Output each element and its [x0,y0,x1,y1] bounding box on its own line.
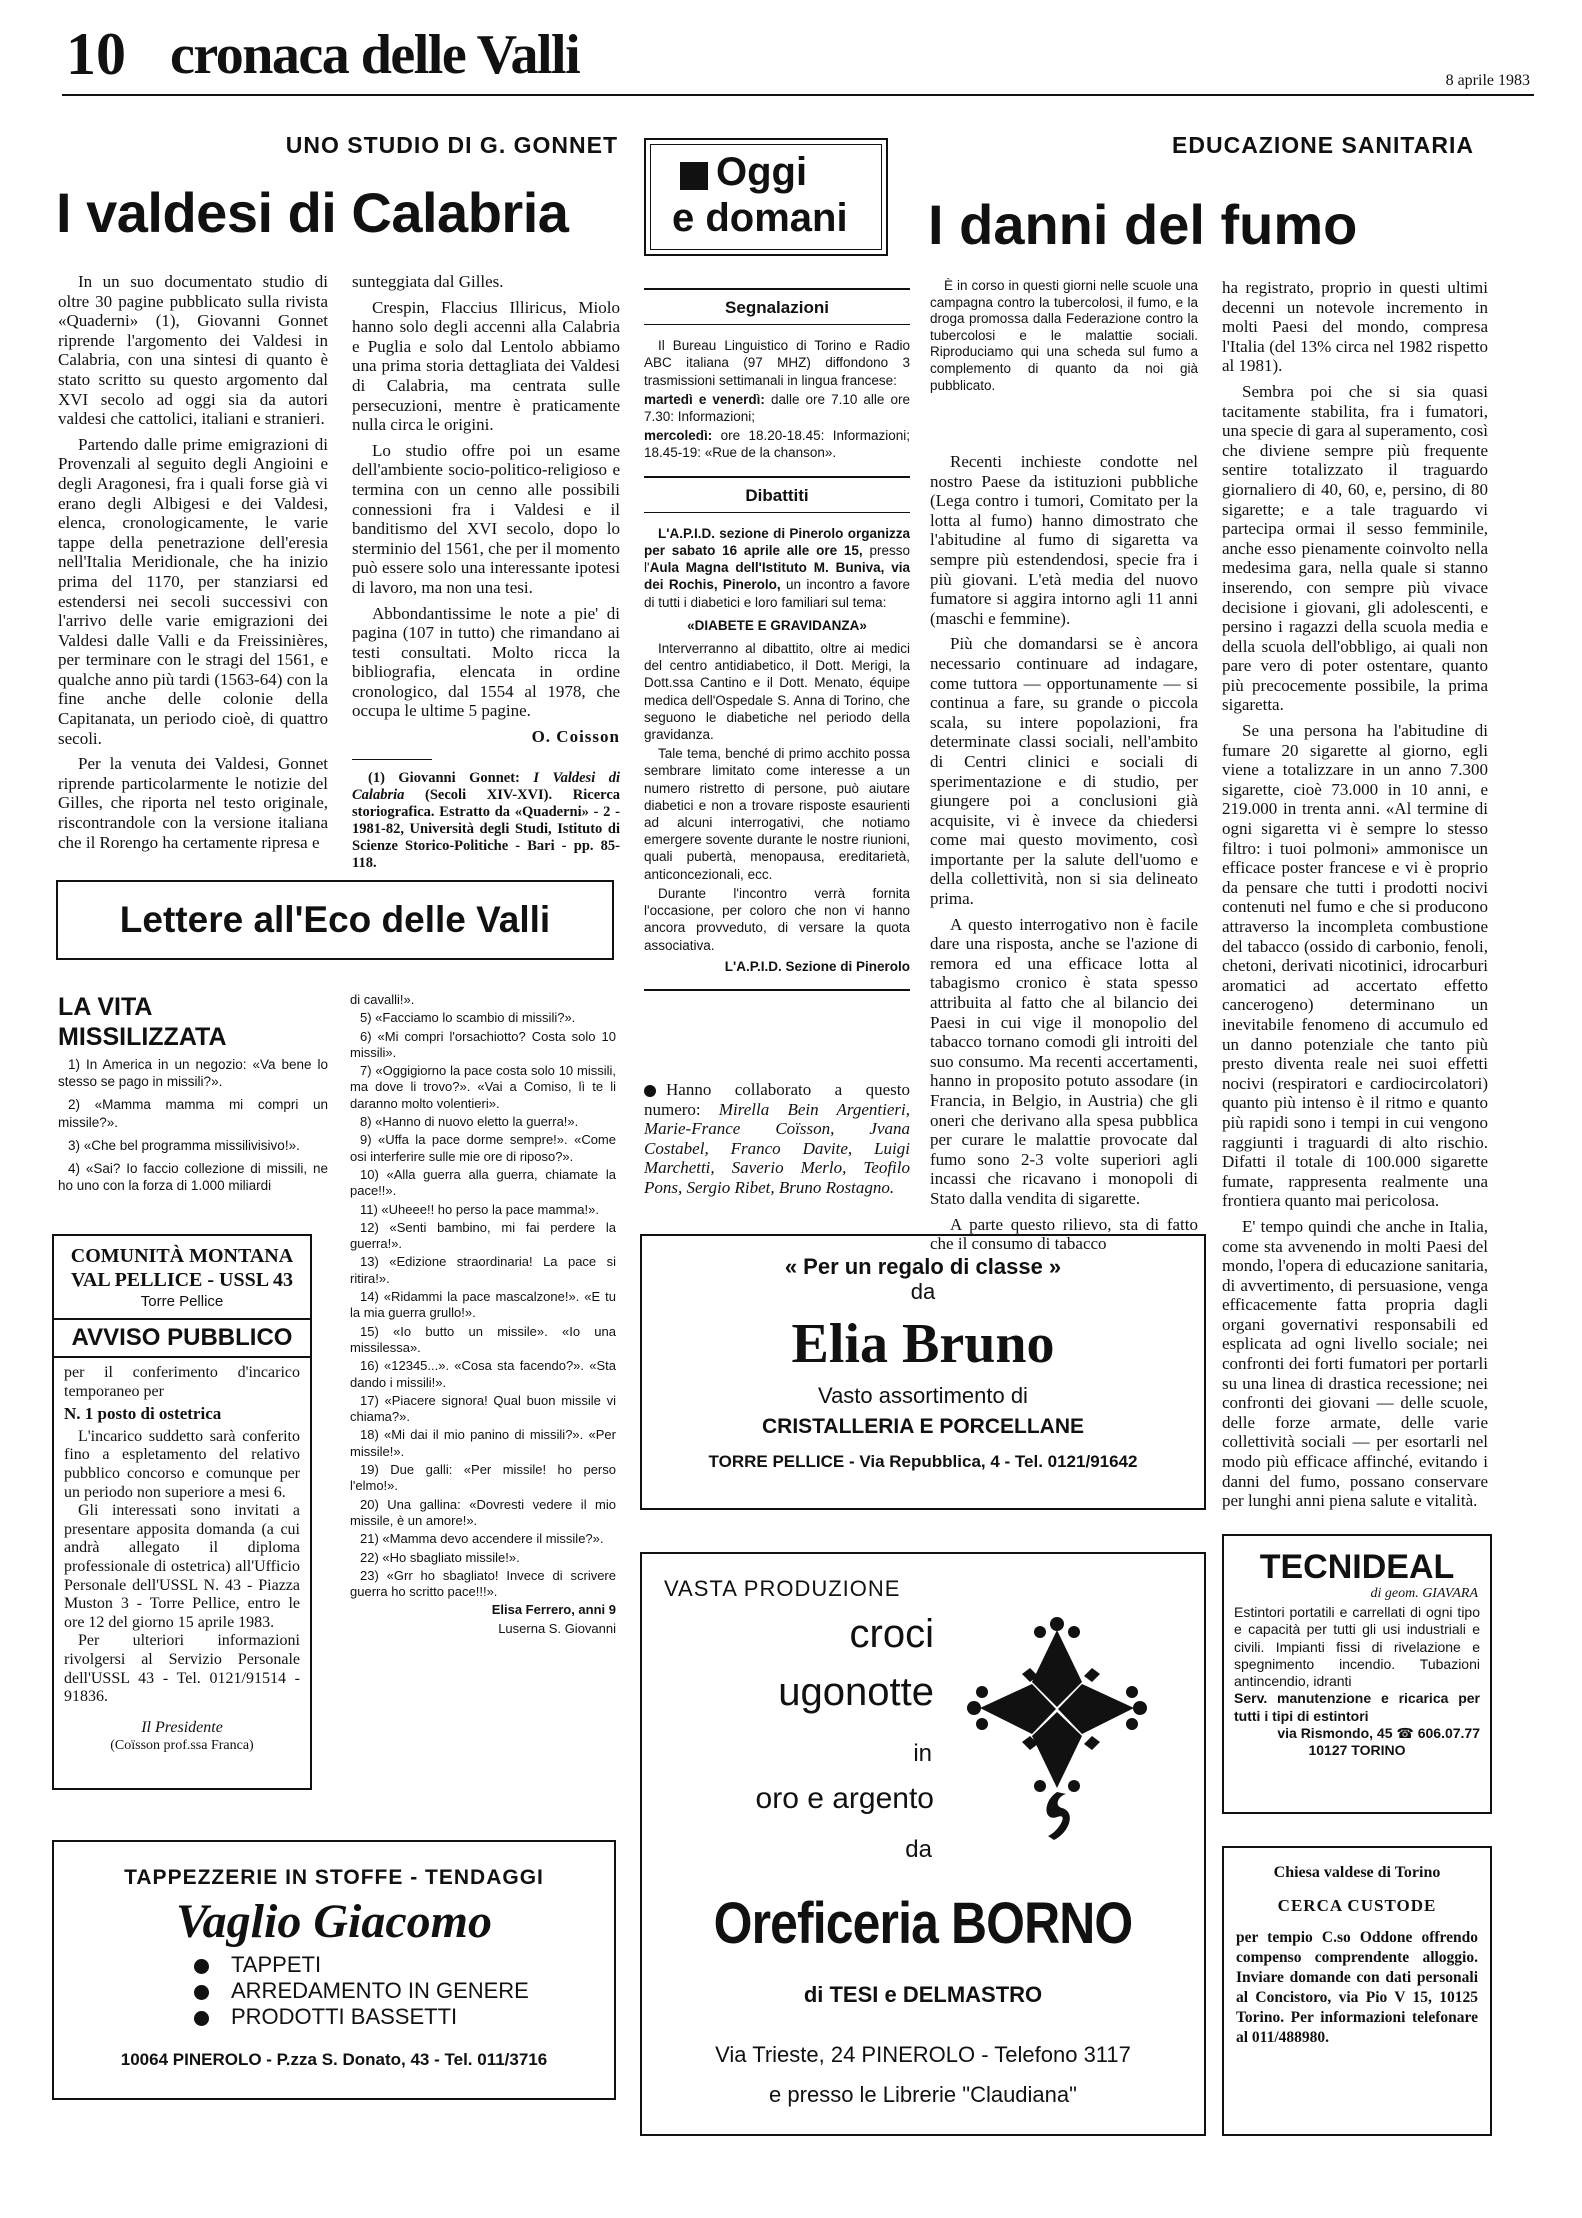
left-col1 [58,272,328,858]
borno-oro: oro e argento [755,1782,934,1815]
list-item: 8) «Hanno di nuovo eletto la guerra!». [360,1114,579,1130]
borno-in: in [913,1740,932,1767]
paragraph: A parte questo rilievo, sta di fatto che il consumo di tabacco [930,1214,1198,1254]
tecnideal-city: 10127 TORINO [1308,1742,1406,1759]
tecnideal-name: TECNIDEAL [1259,1548,1455,1586]
paragraph: Per la venuta dei Valdesi, Gonnet riprende particolarmente le notizie del Gilles, che riporta nel testo originale, riscontrandole con la versione italiana che il Rorengo ha certamente ripresa e [58,754,328,852]
paragraph: In un suo documentato studio di oltre 30 pagine pubblicato sulla rivista «Quaderni» (1), Giovanni Gonnet riprende l'argomento dei Valdesi in Calabria, con una sintesi di quanto è stato scritto su questo argomento dal XVI secolo ad oggi sia da autori valdesi che cattolici, italiani e stranieri. [58,272,328,429]
chiesa-line1: Chiesa valdese di Torino [1273,1864,1441,1881]
comunita-p3: Gli interessati sono invitati a presentare apposita domanda (a cui andrà allegato il diploma professionale di ostetrica) all'Ufficio Personale dell'USSL N. 43 - Piazza Muston 3 - Torre Pellice, entro le ore 12 del giorno 15 aprile 1983. [64,1502,300,1631]
list-item [194,1978,614,2004]
comunita-body [54,1364,310,1756]
bullet-icon [644,1085,656,1097]
tecnideal-body [1224,1602,1490,1762]
segnalazioni-heading: Segnalazioni [725,298,829,317]
dibattiti-heading: Dibattiti [745,485,809,505]
list-item: 15) «Io butto un missile». «Io una missilessa». [350,1323,616,1355]
bullet-icon [194,1959,209,1974]
schedule-day: martedì e venerdì: [644,391,765,407]
comunita-box [52,1234,312,1790]
right-intro: È in corso in questi giorni nelle scuole una campagna contro la tubercolosi, il fumo, e la droga promossa dalla Federazione contro la tubercolosi e le malattie sociali. Riproduciamo qui una scheda sul fumo a complemento di quanto da noi già pubblicato. [930,278,1198,393]
segnalazioni-rule-2 [644,324,910,325]
comunita-line1: COMUNITÀ MONTANA [70,1245,294,1267]
list-item: 20) Una gallina: «Dovresti vedere il mio missile, è un amore!». [350,1496,616,1528]
oggi-title-line1: Oggi [716,150,808,194]
list-item: 13) «Edizione straordinaria! La pace si ritira!». [350,1254,616,1286]
bullet-icon [194,1985,209,2000]
list-item: 22) «Ho sbagliato missile!». [360,1549,520,1565]
paragraph: Sembra poi che si sia quasi tacitamente stabilita, fra i fumatori, una specie di gara al superamento, così che diviene sempre più frequente sentire totalizzato il traguardo giornaliero di 40, 60, e, persino, di 80 sigarette; e a tale traguardo vi partecipa ormai il sesso femminile, anche esso pienamente coinvolto nella medesima gara, nella quale si stanno inserendo, con sempre più vivace decisione i giovani, gli adolescenti, e persino i ragazzi della scuola media e della scuola dell'obbligo, ai quali non pare vero di poter ostentare, quanto più precocemente possibile, la prima sigaretta. [1222,381,1488,715]
left-kicker: UNO STUDIO DI G. GONNET [285,132,618,158]
list-item: di cavalli!». [350,992,415,1007]
comunita-p1: per il conferimento d'incarico temporaneo per [64,1364,300,1400]
borno-presso: e presso le Librerie "Claudiana" [769,2082,1077,2107]
paragraph: ha registrato, proprio in questi ultimi decenni un notevole incremento in molti Paesi del mondo, compresa l'Italia (del 13% circa nel 1982 rispetto al 1981). [1222,278,1488,376]
paragraph: A questo interrogativo non è facile dare una risposta, anche se l'azione di remora ed una efficace lotta al tabagismo cronico è stata spesso attribuita al fatto che al bilancio dei Paesi in cui vige il monopolio del tabacco tornano comodi gli introiti del suo consumo. Ma recenti accertamenti, hanno in proposito potuto assodare (in Francia, in Belgio, in Austria) che gli oneri che derivano alla spesa pubblica per curare le malattie provocate dal fumo sono 2-3 volte superiori agli incassi che ricavano i monopoli di Stato dalla vendita di sigarette. [930,914,1198,1208]
lettere-col1 [58,1056,328,1196]
lettere-banner: Lettere all'Eco delle Valli [56,880,614,960]
list-item: 6) «Mi compri l'orsachiotto? Costa solo 10 missili». [350,1028,616,1060]
footnote [352,770,620,872]
borno-vasta: VASTA PRODUZIONE [664,1576,901,1601]
list-item [194,1952,614,1978]
right-col2 [1222,278,1488,1517]
borno-name: Oreficeria BORNO [713,1891,1133,1956]
schedule-time: dalle ore 7.10 alle ore 7.30: Informazioni; [644,391,911,425]
lettere-title [58,992,227,1052]
collab-rule [644,989,910,991]
list-item: 17) «Piacere signora! Qual buon missile vi chiama?». [350,1392,616,1425]
right-kicker: EDUCAZIONE SANITARIA [1172,132,1474,158]
huguenot-cross-icon [962,1612,1152,1842]
text-run: Aula Magna dell'Istituto M. Buniva, via dei Rochis, Pinerolo, [644,560,910,593]
lettere-col2 [350,992,616,1639]
list-item: 21) «Mamma devo accendere il missile?». [360,1531,604,1547]
elia-ad [640,1234,1206,1510]
borno-ugonotte: ugonotte [778,1670,934,1714]
bullet-icon [194,2011,209,2026]
borno-di: di TESI e DELMASTRO [803,1982,1043,2007]
comunita-avviso: AVVISO PUBBLICO [71,1324,293,1351]
dibattiti-sign: L'A.P.I.D. Sezione di Pinerolo [724,958,910,974]
vaglio-item: TAPPETI [231,1952,322,1977]
list-item [194,2004,614,2030]
paragraph: Lo studio offre poi un esame dell'ambiente socio-politico-religioso e termina con un cenno alle possibili connessioni fra i Valdesi e il banditismo del XVI secolo, dopo lo sterminio del 1561, che per il momento può essere solo una interessante ipotesi di lavoro, ma non una tesi. [352,440,620,597]
list-item: 4) «Sai? Io faccio collezione di missili, ne ho uno con la forza di 1.000 miliardi [58,1161,328,1194]
comunita-line2: VAL PELLICE - USSL 43 [71,1269,293,1291]
list-item: 16) «12345...». «Cosa sta facendo?». «Sta dando i missili!». [350,1358,616,1390]
oggi-title-line2: e domani [672,196,848,240]
masthead-rule [62,94,1534,96]
list-item: 7) «Oggigiorno la pace costa solo 10 missili, ma dove li trovo?». «Vai a Comiso, lì te li daranno molto volentieri». [350,1063,616,1111]
letter-sign-place: Luserna S. Giovanni [498,1620,616,1636]
vaglio-name: Vaglio Giacomo [175,1895,492,1948]
schedule-day: mercoledì: [644,428,713,444]
signature: O. Coisson [531,727,620,747]
vaglio-line1: TAPPEZZERIE IN STOFFE - TENDAGGI [124,1866,544,1889]
letter-sign-name: Elisa Ferrero, anni 9 [491,1602,616,1618]
list-item: 9) «Uffa la pace dorme sempre!». «Come osi interferire sulle mie ore di riposo?». [350,1132,616,1164]
segnalazioni-schedule-2 [644,427,910,461]
dibattiti-rule-2 [644,512,910,513]
right-headline: I danni del fumo [928,193,1358,256]
paragraph: Abbondantissime le note a pie' di pagina (107 in tutto) che rimandano ai testi consultati. Molto ricca la bibliografia, elencata in ordine cronologico, dal 1554 al 1978, che occupa le ultime 5 pagine. [352,603,620,721]
elia-da: da [910,1279,936,1304]
comunita-sign1: Il Presidente [141,1718,223,1736]
dibattiti-rule [644,476,910,478]
page-number: 10 [66,21,126,87]
segnalazioni-schedule-1 [644,391,910,425]
left-col2 [352,272,620,872]
dibattiti-p1 [644,525,910,611]
vaglio-item: PRODOTTI BASSETTI [231,2004,458,2029]
list-item: 14) «Ridammi la pace mascalzone!». «E tu la mia guerra grullo!». [350,1289,616,1321]
list-item: 3) «Che bel programma missilivisivo!». [68,1137,300,1153]
comunita-rule [54,1318,310,1320]
lettere-title-line2: MISSILIZZATA [58,1023,227,1051]
right-col1 [930,452,1198,1260]
comunita-p2: L'incarico suddetto sarà conferito fino a espletamento del relativo pubblico concorso e comunque per un periodo non superiore a mesi 6. [64,1427,300,1501]
elia-tagline: « Per un regalo di classe » [784,1254,1062,1279]
elia-sub2: CRISTALLERIA E PORCELLANE [761,1415,1084,1438]
list-item: 19) Due galli: «Per missile! ho perso l'elmo!». [350,1462,616,1494]
comunita-rule-2 [54,1356,310,1358]
segnalazioni-rule [644,288,910,290]
tecnideal-p1: Estintori portatili e carrellati di ogni tipo e capacità per tutti gli usi industriali e civili. Impianti fissi di rivelazione e spegnimento incendio. Tubazioni antincendio, idranti [1234,1604,1480,1690]
masthead-title: cronaca delle Valli [170,24,580,86]
text-run: L'A.P.I.D. sezione di Pinerolo organizza [658,525,910,541]
list-item: 12) «Senti bambino, mi fai perdere la guerra!». [350,1219,616,1252]
schedule-time: ore 18.20-18.45: Informazioni; 18.45-19: «Rue de la chanson». [644,428,910,461]
masthead-date: 8 aprile 1983 [1445,72,1530,89]
footnote-author: (1) Giovanni Gonnet: [368,769,520,786]
vaglio-ad [52,1840,616,2100]
list-item: 5) «Facciamo lo scambio di missili?». [360,1010,576,1026]
segnalazioni-text [644,337,910,389]
list-item: 10) «Alla guerra alla guerra, chiamate la pace!!». [350,1166,616,1199]
list-item: 11) «Uheee!! ho perso la pace mamma!». [360,1201,599,1217]
vaglio-item: ARREDAMENTO IN GENERE [231,1978,529,2003]
black-square-icon [680,162,708,190]
borno-ad [640,1552,1206,2136]
footnote-divider [352,759,432,760]
oggi-domani-box [644,138,888,256]
borno-da: da [905,1836,932,1863]
chiesa-cerca: CERCA CUSTODE [1277,1896,1437,1915]
paragraph: E' tempo quindi che anche in Italia, come sta avvenendo in molti Paesi del mondo, l'opera di educazione sanitaria, di avvertimento, di persuasione, venga efficacemente fatta propria dagli organi governativi responsabili ed esplicata ad ogni livello sociale; nei confronti dei forti fumatori per portarli su una linea di drastica recessione; nei confronti dei giovani — delle scuole, delle forze armate, delle varie collettività sociali — per esortarli nel modo più efficace affinché, evitando i danni del fumo, possano conservare per lunghi anni piena salute e vitalità. [1222,1216,1488,1511]
segnalazioni-lead: Il Bureau Linguistico di Torino e Radio ABC italiana (97 MHZ) diffondono 3 trasmissioni settimanali in lingua francese: [644,338,910,388]
dibattiti-theme: «DIABETE E GRAVIDANZA» [687,617,867,633]
paragraph: Partendo dalle prime emigrazioni di Provenzali al seguito degli Angioini e degli Aragonesi, fra i quali forse già vi erano degli Albigesi e dei Valdesi, elenca, cronologicamente, le varie tappe della penetrazione dell'eresia nell'Italia Meridionale, che ha inizio prima del 1170, per stanziarsi ed estendersi nei secoli successivi con l'arrivo delle varie emigrazioni dei Valdesi dalle Valli e da Freissinières, per terminare con le stragi del 1561, e qualche anno più tardi (1563-64) con la fine anche delle colonie della Capitanata, un periodo cioè, di quattro secoli. [58,434,328,748]
borno-croci: croci [849,1612,934,1656]
elia-name: Elia Bruno [791,1313,1055,1375]
text-run: per sabato 16 aprile alle ore 15, [644,543,863,559]
vaglio-list [54,1952,614,2030]
dibattiti-p4: Durante l'incontro verrà fornita l'occasione, per coloro che non vi hanno ancora provveduto, di versare la quota associativa. [644,885,910,953]
list-item: 2) «Mamma mamma mi compri un missile?». [58,1097,328,1130]
list-item: 23) «Grr ho sbagliato! Invece di scrivere guerra ho scritto pace!!!». [350,1567,616,1600]
tecnideal-ad [1222,1534,1492,1814]
left-headline: I valdesi di Calabria [56,181,569,244]
vaglio-address: 10064 PINEROLO - P.zza S. Donato, 43 - Tel. 011/3716 [120,2050,548,2069]
chiesa-ad [1222,1846,1492,2136]
lettere-title-line1: LA VITA [58,993,153,1021]
borno-address: Via Trieste, 24 PINEROLO - Telefono 3117 [715,2042,1131,2067]
footnote-rest: (Secoli XIV-XVI). Ricerca storiografica. Estratto da «Quaderni» - 2 - 1981-82, Università degli Studi, Istituto di Scienze Storico-Politiche - Bari - pp. 85-118. [352,786,621,871]
dibattiti-p3: Tale tema, benché di primo acchito possa sembrare limitato come interesse a un numero ristretto di persone, può aiutare diabetici e non a trovare risposte esaurienti ad alcuni interrogativi, che notiamo emergere sovente durante le nostre riunioni, quali pubertà, menopausa, ereditarietà, anticoncezionali, ecc. [644,746,910,882]
dibattiti-p2: Interverranno al dibattito, oltre ai medici del centro antidiabetico, il Dott. Merigi, la Dott.ssa Cantino e il Dott. Menato, équipe medica dell'Ospedale S. Anna di Torino, che seguono le diabetiche nel periodo della gravidanza. [644,641,910,743]
collab-names: Mirella Bein Argentieri, Marie-France Coïsson, Jvana Costabel, Franco Davite, Luigi Marchetti, Saverio Merlo, Teofilo Pons, Sergio Ribet, Bruno Rostagno. [644,1099,911,1197]
paragraph: sunteggiata dal Gilles. [352,272,504,291]
paragraph: Recenti inchieste condotte nel nostro Paese da istituzioni pubbliche (Lega contro i tumori, Comitato per la lotta al fumo) hanno dimostrato che l'abitudine al fumo di sigaretta va sempre più estendendosi, specie fra i più giovani. L'età media del nuovo fumatore si aggira intorno agli 11 anni (maschi e femmine). [930,452,1198,628]
text-run: un incontro a favore di tutti i diabetici e loro familiari sul tema: [644,577,910,610]
paragraph: Crespin, Flaccius Illiricus, Miolo hanno solo degli accenni alla Calabria e Puglia e solo dal Lentolo abbiamo una prima storia dettagliata dei Valdesi di Calabria, ma centrata sulle persecuzioni, mentre è praticamente nulla circa le origini. [352,297,620,435]
paragraph: Più che domandarsi se è ancora necessario continuare ad indagare, come tuttora — opportunamente — si continua a fare, su grande o piccola scala, su intere popolazioni, fra determinate classi sociali, nell'ambito di Centri clinici e sociali di sperimentazione e di studio, per giungere poi a conclusioni già acquisite, vi è invece da chiedersi come mai questo movimento, così importante per la salute dell'uomo e della collettività, non si sia delineato prima. [930,634,1198,909]
comunita-line3: Torre Pellice [140,1293,224,1310]
footnote-title: I Valdesi di Calabria [352,769,620,803]
comunita-p4: Per ulteriori informazioni rivolgersi al Servizio Personale dell'USSL 43 - Tel. 0121/91514 - 91836. [64,1632,300,1706]
elia-sub: Vasto assortimento di [818,1383,1028,1408]
oggi-column [644,288,910,991]
tecnideal-owner: di geom. GIAVARA [1370,1586,1478,1601]
list-item: 1) In America in un negozio: «Va bene lo stesso se pago in missili?». [58,1057,328,1090]
tecnideal-p2: Serv. manutenzione e ricarica per tutti i tipi di estintori [1234,1690,1480,1724]
list-item: 18) «Mi dai il mio panino di missili?». «Per missile!». [350,1427,616,1459]
comunita-sign2: (Coïsson prof.ssa Franca) [110,1738,254,1754]
chiesa-text: per tempio C.so Oddone offrendo compenso comprendente alloggio. Inviare domande con dati personali al Concistoro, via Pio V 15, 10125 Torino. Per informazioni telefonare al 011/488980. [1236,1929,1478,2046]
comunita-posto: N. 1 posto di ostetrica [64,1404,222,1424]
elia-address: TORRE PELLICE - Via Repubblica, 4 - Tel. 0121/91642 [708,1452,1138,1471]
collab-lead: Hanno collaborato a questo numero: [644,1080,910,1119]
paragraph: Se una persona ha l'abitudine di fumare 20 sigarette al giorno, egli viene a totalizzare in un anno 7.300 sigarette, cioè 73.000 in 10 anni, e 219.000 in trenta anni. «Al termine di ogni sigaretta vi è sempre lo stesso filtro: i tuoi polmoni» ammonisce un efficace poster francese e vi è proprio da pensare che tutti i prodotti nocivi contenuti nel fumo e che si producono attraverso la incompleta combustione del tabacco (ossido di carbonio, fenoli, chetoni, derivati nicotinici, idrocarburi aromatici ad accertato effetto cancerogeno) determinano un inevitabile fenomeno di accumulo ed un danno potenziale che tanto più presto diventa reale nei suoi effetti nocivi (respiratori e cardiocircolatori) quanto più intenso è il ritmo e quanto più rapidi sono i tempi in cui vengono raggiunti i traguardi di alto rischio. Difatti il totale di 100.000 sigarette fumate, rappresenta realmente una frontiera quanto mai pericolosa. [1222,721,1488,1211]
collaborators [644,1080,910,1197]
text-run: presso l' [644,543,910,576]
tecnideal-addr: via Rismondo, 45 ☎ 606.07.77 [1277,1725,1480,1742]
